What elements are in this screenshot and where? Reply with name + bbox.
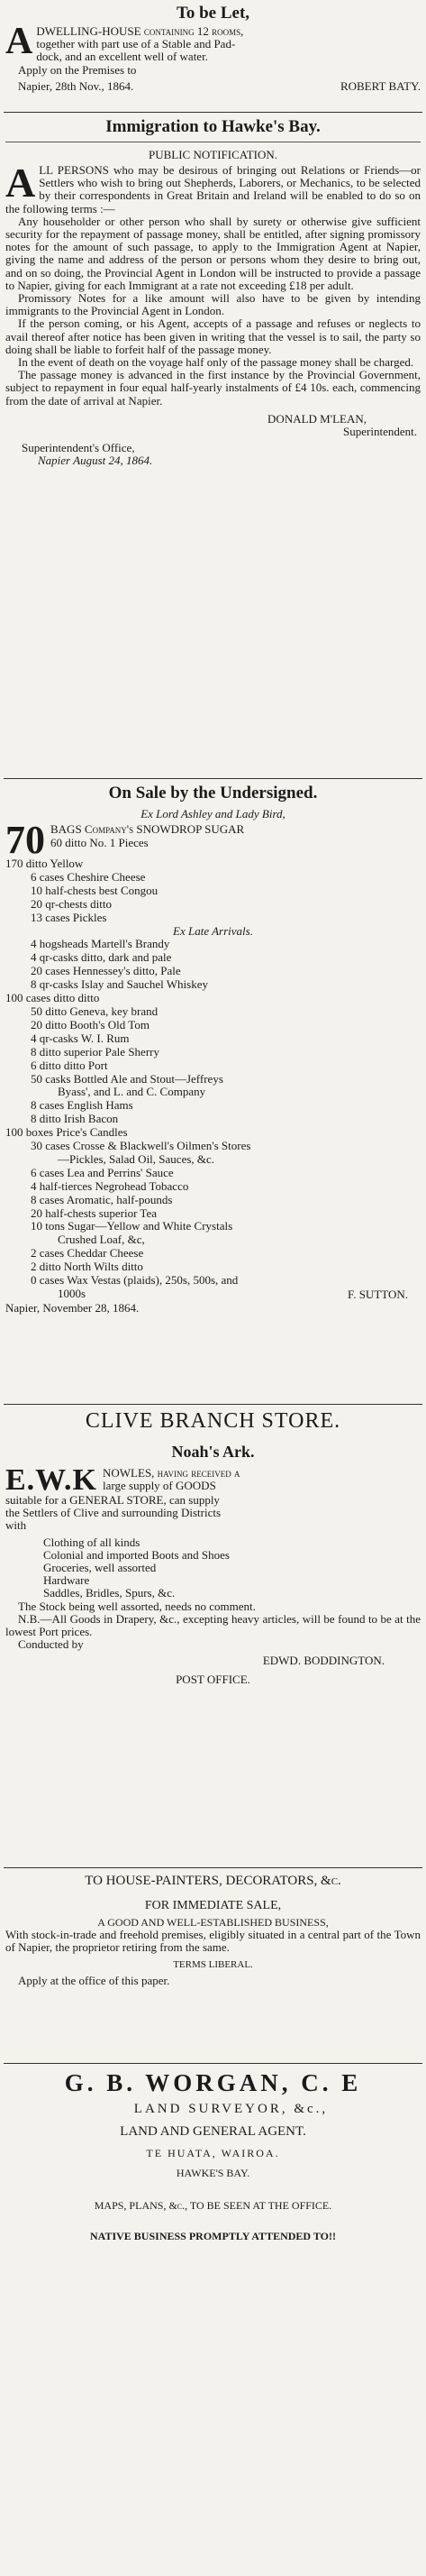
ad-title: To be Let, bbox=[176, 4, 250, 23]
ad-terms: TERMS LIBERAL. bbox=[173, 1958, 253, 1970]
list-item: 100 boxes Price's Candles bbox=[5, 1125, 128, 1140]
list-item: 4 half-tierces Negrohead Tobacco bbox=[31, 1178, 189, 1193]
ad-clive-branch-store bbox=[5, 1407, 421, 1686]
divider bbox=[4, 2063, 422, 2064]
ad-paragraph: Any householder or other person who shall by surety or otherwise give sufficient security for the repayment of passage money, shall be entitled, after signing promissory notes for the amount of such passage, to apply to the Immigration Agent at Napier, giving the name and address of the person or persons whom they desire to bring out, and on so doing, the Provincial Agent in London will be instructed to provide a passage to Napier, giving for each Immigrant at a rate not exceeding £18 per adult. bbox=[5, 214, 421, 292]
ad-title: CLIVE BRANCH STORE. bbox=[85, 1409, 341, 1433]
ad-text-line: NOWLES, having received a bbox=[103, 1466, 240, 1480]
list-item: 170 ditto Yellow bbox=[5, 857, 84, 870]
ad-text-line: LAND AND GENERAL AGENT. bbox=[120, 2124, 306, 2139]
ad-on-sale bbox=[5, 784, 421, 1316]
ad-title: TO HOUSE-PAINTERS, DECORATORS, &c. bbox=[85, 1874, 341, 1888]
divider bbox=[4, 112, 422, 113]
ad-date: Napier, 28th Nov., 1864. bbox=[18, 78, 134, 93]
ad-text-line: together with part use of a Stable and Pad- bbox=[36, 37, 236, 51]
ad-signature: EDWD. BODDINGTON. bbox=[262, 1654, 385, 1668]
list-item: 20 qr-chests ditto bbox=[31, 896, 113, 911]
list-item: 100 cases ditto ditto bbox=[5, 991, 100, 1005]
ad-text-line: the Settlers of Clive and surrounding Districts bbox=[5, 1506, 222, 1520]
ad-paragraph: N.B.—All Goods in Drapery, &c., excepting heavy articles, will be found to be at the lowest Port prices. bbox=[5, 1611, 421, 1639]
ad-post-office: POST OFFICE. bbox=[176, 1672, 250, 1686]
list-item: —Pickles, Salad Oil, Sauces, &c. bbox=[58, 1151, 215, 1166]
list-item: Saddles, Bridles, Spurs, &c. bbox=[43, 1586, 176, 1600]
ad-text-line: LAND SURVEYOR, &c., bbox=[133, 2102, 329, 2116]
ad-signature-title: Superintendent. bbox=[343, 425, 417, 439]
ad-text-line: DWELLING-HOUSE containing 12 rooms, bbox=[36, 24, 244, 38]
list-item: 4 hogsheads Martell's Brandy bbox=[31, 937, 170, 951]
drop-cap: A bbox=[5, 21, 33, 62]
list-item: 8 ditto Irish Bacon bbox=[31, 1112, 119, 1126]
ad-text-line: suitable for a GENERAL STORE, can supply bbox=[5, 1493, 220, 1507]
list-item: 6 ditto ditto Port bbox=[31, 1058, 108, 1072]
list-item: 20 cases Hennessey's ditto, Pale bbox=[31, 964, 181, 978]
ad-immigration bbox=[5, 117, 421, 468]
ad-text-line: with bbox=[5, 1518, 27, 1533]
list-item: 4 qr-casks ditto, dark and pale bbox=[31, 950, 172, 965]
list-item: 13 cases Pickles bbox=[31, 910, 107, 924]
ad-date: Napier August 24, 1864. bbox=[38, 454, 153, 468]
drop-cap: A bbox=[5, 160, 36, 206]
list-item: 10 half-chests best Congou bbox=[31, 883, 159, 897]
ad-to-be-let bbox=[5, 4, 421, 93]
ad-title: On Sale by the Undersigned. bbox=[108, 784, 318, 802]
ad-paragraph: If the person coming, or his Agent, accepts of a passage and refuses or neglects to avail thereof after notice has been given in writing that the vessel is to sail, the party so doing shall be liable to forfeit half of the passage money. bbox=[5, 316, 421, 356]
list-item: Byass', and L. and C. Company bbox=[58, 1085, 206, 1099]
ad-text-line: dock, and an excellent well of water. bbox=[36, 50, 208, 64]
divider bbox=[4, 1404, 422, 1405]
ad-house-painters bbox=[5, 1873, 421, 1987]
list-item: 10 tons Sugar—Yellow and White Crystals bbox=[31, 1219, 233, 1233]
list-item: 8 cases Aromatic, half-pounds bbox=[31, 1192, 173, 1206]
list-item: Clothing of all kinds bbox=[43, 1535, 140, 1549]
ad-initials: E.W.K bbox=[5, 1463, 98, 1497]
list-item: 2 cases Cheddar Cheese bbox=[31, 1246, 144, 1260]
ad-paragraph: Promissory Notes for a like amount will also have to be given by intending immigrants to the Provincial Agent in London. bbox=[5, 291, 421, 318]
divider bbox=[4, 1867, 422, 1868]
list-item: 1000s bbox=[58, 1287, 86, 1300]
list-item: 6 cases Cheshire Cheese bbox=[31, 869, 146, 884]
list-item: 8 cases English Hams bbox=[31, 1098, 133, 1113]
list-item: Groceries, well assorted bbox=[43, 1561, 157, 1575]
ad-worgan bbox=[5, 2068, 421, 2243]
ad-title: Immigration to Hawke's Bay. bbox=[105, 117, 321, 136]
ad-subtitle: PUBLIC NOTIFICATION. bbox=[149, 148, 277, 161]
ad-date: Napier, November 28, 1864. bbox=[5, 1300, 140, 1315]
list-item: 60 ditto No. 1 Pieces bbox=[50, 835, 149, 849]
ad-subtitle: Noah's Ark. bbox=[171, 1443, 255, 1461]
ad-paragraph: In the event of death on the voyage half only of the passage money shall be charged. bbox=[18, 355, 414, 370]
list-item: 20 half-chests superior Tea bbox=[31, 1205, 157, 1220]
ad-text-line: HAWKE'S BAY. bbox=[176, 2167, 250, 2179]
ad-text-line: MAPS, PLANS, &c., TO BE SEEN AT THE OFFICE. bbox=[94, 2199, 332, 2212]
ad-paragraph: The Stock being well assorted, needs no comment. bbox=[18, 1599, 256, 1613]
ad-title: G. B. WORGAN, C. E bbox=[64, 2069, 362, 2096]
ad-signature: F. SUTTON. bbox=[348, 1287, 408, 1301]
list-item: 30 cases Crosse & Blackwell's Oilmen's Stores bbox=[31, 1139, 251, 1153]
ad-text-line: large supply of GOODS bbox=[103, 1479, 216, 1493]
list-item: 50 casks Bottled Ale and Stout—Jeffreys bbox=[31, 1071, 223, 1086]
list-item: 20 ditto Booth's Old Tom bbox=[31, 1017, 150, 1031]
list-item: 8 qr-casks Islay and Sauchel Whiskey bbox=[31, 977, 208, 992]
ad-text-line: A GOOD AND WELL-ESTABLISHED BUSINESS, bbox=[97, 1916, 329, 1929]
list-item: 8 ditto superior Pale Sherry bbox=[31, 1044, 159, 1059]
ad-text-line: NATIVE BUSINESS PROMPTLY ATTENDED TO!! bbox=[90, 2230, 336, 2242]
list-item: 2 ditto North Wilts ditto bbox=[31, 1260, 143, 1274]
list-item: 0 cases Wax Vestas (plaids), 250s, 500s, and bbox=[31, 1273, 239, 1288]
ad-text-line: TE HUATA, WAIROA. bbox=[146, 2147, 280, 2159]
ad-signature: DONALD M'LEAN, bbox=[267, 411, 367, 426]
list-subheading: Ex Late Arrivals. bbox=[173, 923, 253, 938]
divider bbox=[4, 778, 422, 779]
list-item: BAGS Company's SNOWDROP SUGAR bbox=[50, 822, 245, 836]
ad-paragraph: The passage money is advanced in the first instance by the Provincial Government, subject to repayment in four equal half-yearly instalments of £4 10s. each, commencing from the date of arrival at Napier. bbox=[5, 368, 421, 408]
ad-signature: ROBERT BATY. bbox=[340, 78, 421, 93]
list-item: 4 qr-casks W. I. Rum bbox=[31, 1031, 130, 1045]
ad-text-line: Apply on the Premises to bbox=[18, 62, 137, 77]
list-item: Crushed Loaf, &c, bbox=[58, 1233, 145, 1247]
big-number: 70 bbox=[5, 818, 45, 862]
ad-office: Superintendent's Office, bbox=[22, 441, 135, 455]
ad-paragraph: With stock-in-trade and freehold premises, eligibly situated in a central part of the Town of Napier, the proprietor retiring from the same. bbox=[5, 1928, 421, 1955]
list-item: Colonial and imported Boots and Shoes bbox=[43, 1547, 230, 1562]
list-item: 6 cases Lea and Perrins' Sauce bbox=[31, 1165, 174, 1179]
list-item: Hardware bbox=[43, 1573, 90, 1588]
ad-text-line: Apply at the office of this paper. bbox=[18, 1973, 170, 1987]
ad-ships: Ex Lord Ashley and Lady Bird, bbox=[140, 807, 286, 820]
ad-text-line: Conducted by bbox=[18, 1637, 84, 1652]
list-item: 50 ditto Geneva, key brand bbox=[31, 1004, 159, 1018]
ad-paragraph: LL PERSONS who may be desirous of bringing out Relations or Friends—or Settlers who wish to bring out Shepherds, Laborers, or Mechanics, to be selected by their correspondents in Great Britain and Ireland will be enabled to do so on the following terms :— bbox=[5, 163, 421, 215]
ad-subtitle: FOR IMMEDIATE SALE, bbox=[144, 1899, 282, 1912]
